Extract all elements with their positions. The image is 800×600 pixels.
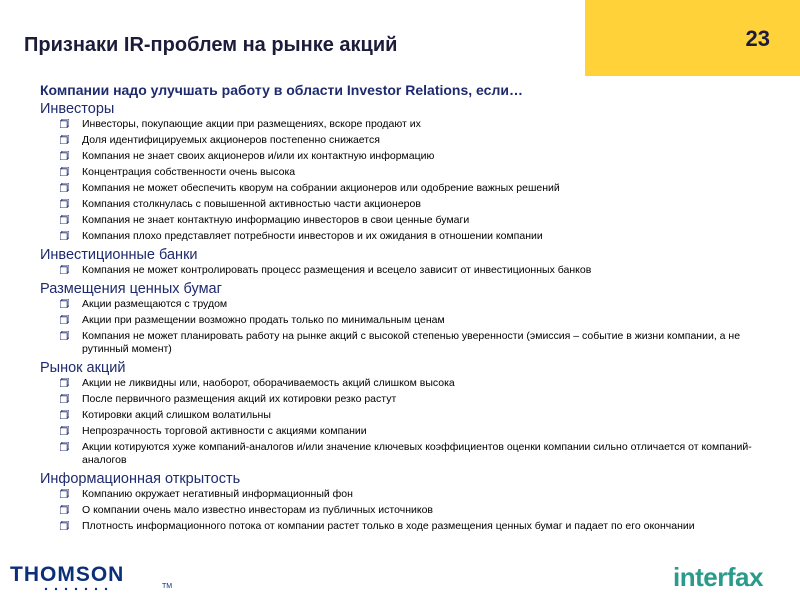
list-item-text: Компания плохо представляет потребности инвесторов и их ожидания в отношении компании [82, 230, 543, 242]
list-item-text: Акции при размещении возможно продать только по минимальным ценам [82, 314, 445, 326]
slide-header [0, 0, 800, 78]
section-item-list [40, 118, 780, 243]
checkbox-bullet-icon [60, 489, 69, 498]
checkbox-bullet-icon [60, 331, 69, 340]
checkbox-bullet-icon [60, 521, 69, 530]
header-accent-block [585, 0, 800, 68]
list-item [82, 425, 780, 438]
list-item-text: Компания не может планировать работу на рынке акций с высокой степенью уверенности (эмиссия – событие в жизни компании, а не рутинный момент) [82, 330, 741, 355]
checkbox-bullet-icon [60, 410, 69, 419]
list-item-text: Компания столкнулась с повышенной активностью части акционеров [82, 198, 421, 210]
checkbox-bullet-icon [60, 215, 69, 224]
checkbox-bullet-icon [60, 119, 69, 128]
list-item [82, 441, 780, 467]
list-item [82, 118, 780, 131]
list-item-text: Компанию окружает негативный информационный фон [82, 488, 353, 500]
checkbox-bullet-icon [60, 394, 69, 403]
list-item [82, 298, 780, 311]
checkbox-bullet-icon [60, 183, 69, 192]
checkbox-bullet-icon [60, 442, 69, 451]
list-item-text: После первичного размещения акций их котировки резко растут [82, 393, 397, 405]
checkbox-bullet-icon [60, 505, 69, 514]
list-item-text: Компания не знает своих акционеров и/или их контактную информацию [82, 150, 435, 162]
section-item-list [40, 298, 780, 356]
section-title: Инвесторы [40, 101, 115, 117]
interfax-logo [673, 560, 793, 596]
checkbox-bullet-icon [60, 426, 69, 435]
checkbox-bullet-icon [60, 231, 69, 240]
list-item-text: Плотность информационного потока от компании растет только в ходе размещения ценных бумаг и падает по его окончании [82, 520, 695, 532]
list-item-text: О компании очень мало известно инвесторам из публичных источников [82, 504, 433, 516]
list-item-text: Акции размещаются с трудом [82, 298, 228, 310]
list-item [82, 198, 780, 211]
trademark-mark: TM [162, 583, 173, 590]
section-title: Рынок акций [40, 360, 126, 376]
checkbox-bullet-icon [60, 315, 69, 324]
lead-statement: Компании надо улучшать работу в области Investor Relations, если… [40, 82, 523, 98]
list-item-text: Доля идентифицируемых акционеров постепенно снижается [82, 134, 380, 146]
list-item-text: Компания не может обеспечить кворум на собрании акционеров или одобрение важных решений [82, 182, 560, 194]
page-number: 23 [745, 26, 770, 51]
checkbox-bullet-icon [60, 199, 69, 208]
page-title: Признаки IR-проблем на рынке акций [24, 34, 398, 56]
checkbox-bullet-icon [60, 299, 69, 308]
checkbox-bullet-icon [60, 265, 69, 274]
list-item-text: Акции не ликвидны или, наоборот, оборачиваемость акций слишком высока [82, 377, 455, 389]
list-item-text: Концентрация собственности очень высока [82, 166, 296, 178]
thomson-logo [10, 563, 180, 595]
checkbox-bullet-icon [60, 135, 69, 144]
list-item-text: Компания не может контролировать процесс размещения и всецело зависит от инвестиционных банков [82, 264, 592, 276]
list-item [82, 150, 780, 163]
header-divider-mask [0, 68, 585, 76]
list-item [82, 264, 780, 277]
list-item [82, 520, 780, 533]
list-item-text: Инвесторы, покупающие акции при размещениях, вскоре продают их [82, 118, 421, 130]
section-item-list [40, 377, 780, 467]
list-item-text: Акции котируются хуже компаний-аналогов и/или значение ключевых коэффициентов оценки компании сильно отличается от компаний-аналогов [82, 441, 752, 466]
list-item [82, 230, 780, 243]
slide-content [40, 82, 780, 536]
list-item-text: Непрозрачность торговой активности с акциями компании [82, 425, 367, 437]
thomson-logo-text: THOMSON [10, 563, 125, 586]
section-title: Инвестиционные банки [40, 247, 198, 263]
section-title: Информационная открытость [40, 471, 241, 487]
list-item [82, 330, 780, 356]
section-item-list [40, 488, 780, 533]
checkbox-bullet-icon [60, 151, 69, 160]
list-item [82, 409, 780, 422]
list-item [82, 314, 780, 327]
interfax-logo-text: interfax [673, 562, 763, 592]
section-title: Размещения ценных бумаг [40, 281, 222, 297]
checkbox-bullet-icon [60, 378, 69, 387]
header-title-area [0, 0, 585, 68]
section-item-list [40, 264, 780, 277]
thomson-stars-icon [42, 584, 132, 594]
list-item [82, 134, 780, 147]
list-item [82, 166, 780, 179]
list-item [82, 393, 780, 406]
checkbox-bullet-icon [60, 167, 69, 176]
list-item [82, 504, 780, 517]
list-item-text: Котировки акций слишком волатильны [82, 409, 271, 421]
list-item [82, 377, 780, 390]
list-item [82, 488, 780, 501]
list-item-text: Компания не знает контактную информацию инвесторов в свои ценные бумаги [82, 214, 470, 226]
list-item [82, 182, 780, 195]
list-item [82, 214, 780, 227]
